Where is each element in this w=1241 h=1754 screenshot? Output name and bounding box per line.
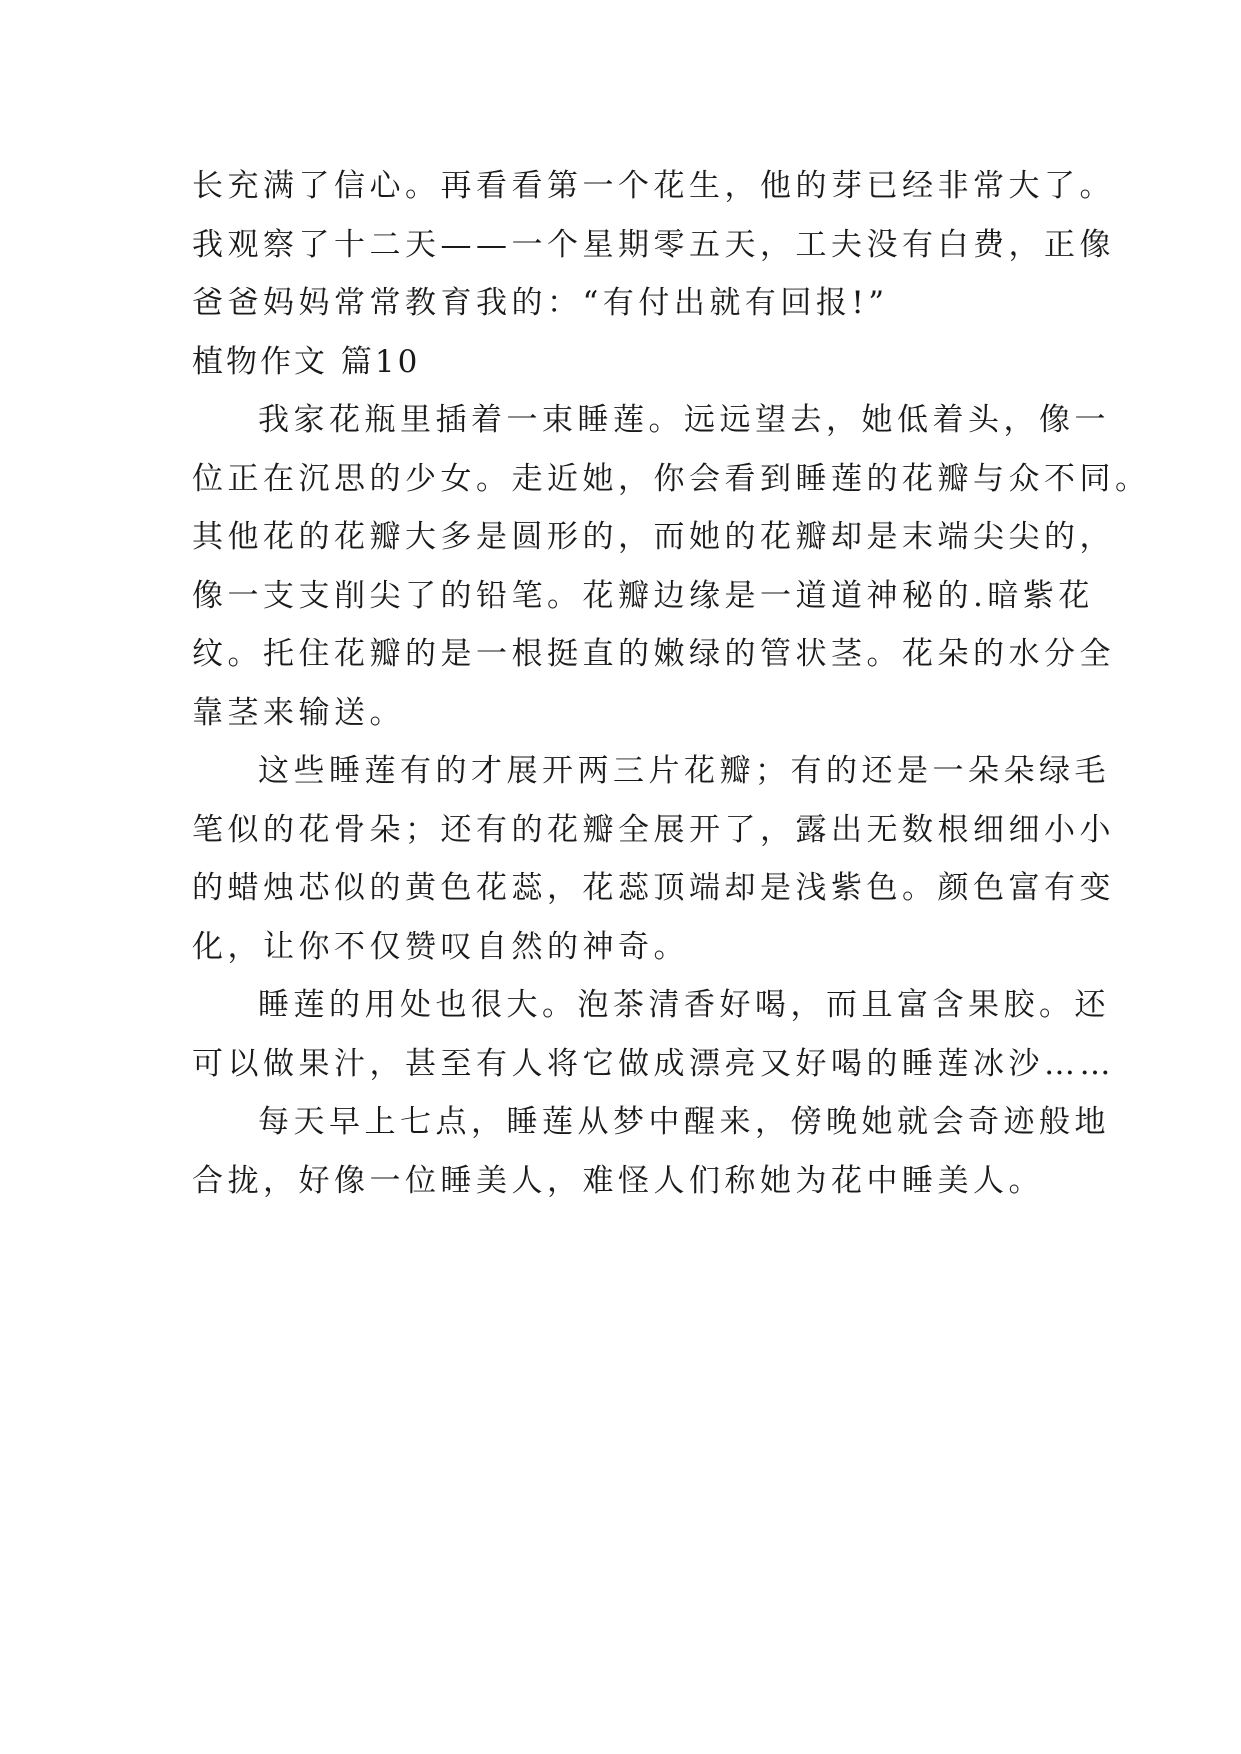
paragraph-1-line-3: 其他花的花瓣大多是圆形的，而她的花瓣却是末端尖尖的， xyxy=(192,519,1115,555)
text-line-3: 爸爸妈妈常常教育我的：“有付出就有回报!” xyxy=(192,285,889,321)
section-heading: 植物作文 篇10 xyxy=(192,343,421,380)
paragraph-1-line-1: 我家花瓶里插着一束睡莲。远远望去，她低着头，像一 xyxy=(258,402,1110,438)
paragraph-3-line-1: 睡莲的用处也很大。泡茶清香好喝，而且富含果胶。还 xyxy=(258,987,1110,1023)
paragraph-2-line-3: 的蜡烛芯似的黄色花蕊，花蕊顶端却是浅紫色。颜色富有变 xyxy=(192,870,1115,906)
paragraph-3-line-2: 可以做果汁，甚至有人将它做成漂亮又好喝的睡莲冰沙…… xyxy=(192,1045,1115,1082)
text-line-2: 我观察了十二天——一个星期零五天，工夫没有白费，正像 xyxy=(192,226,1115,263)
paragraph-2-line-1: 这些睡莲有的才展开两三片花瓣；有的还是一朵朵绿毛 xyxy=(258,753,1110,789)
paragraph-1-line-2: 位正在沉思的少女。走近她，你会看到睡莲的花瓣与众不同。 xyxy=(192,460,1151,497)
paragraph-4-line-2: 合拢，好像一位睡美人，难怪人们称她为花中睡美人。 xyxy=(192,1162,1044,1199)
paragraph-1-line-6: 靠茎来输送。 xyxy=(192,694,405,731)
article-body xyxy=(192,157,1151,1210)
paragraph-1-line-4: 像一支支削尖了的铅笔。花瓣边缘是一道道神秘的.暗紫花 xyxy=(192,577,1094,614)
text-line-1: 长充满了信心。再看看第一个花生，他的芽已经非常大了。 xyxy=(192,168,1115,204)
paragraph-2-line-2: 笔似的花骨朵；还有的花瓣全展开了，露出无数根细细小小 xyxy=(192,811,1115,848)
paragraph-1-line-5: 纹。托住花瓣的是一根挺直的嫩绿的管状茎。花朵的水分全 xyxy=(192,636,1115,672)
paragraph-4-line-1: 每天早上七点，睡莲从梦中醒来，傍晚她就会奇迹般地 xyxy=(258,1104,1110,1140)
paragraph-2-line-4: 化，让你不仅赞叹自然的神奇。 xyxy=(192,928,689,965)
